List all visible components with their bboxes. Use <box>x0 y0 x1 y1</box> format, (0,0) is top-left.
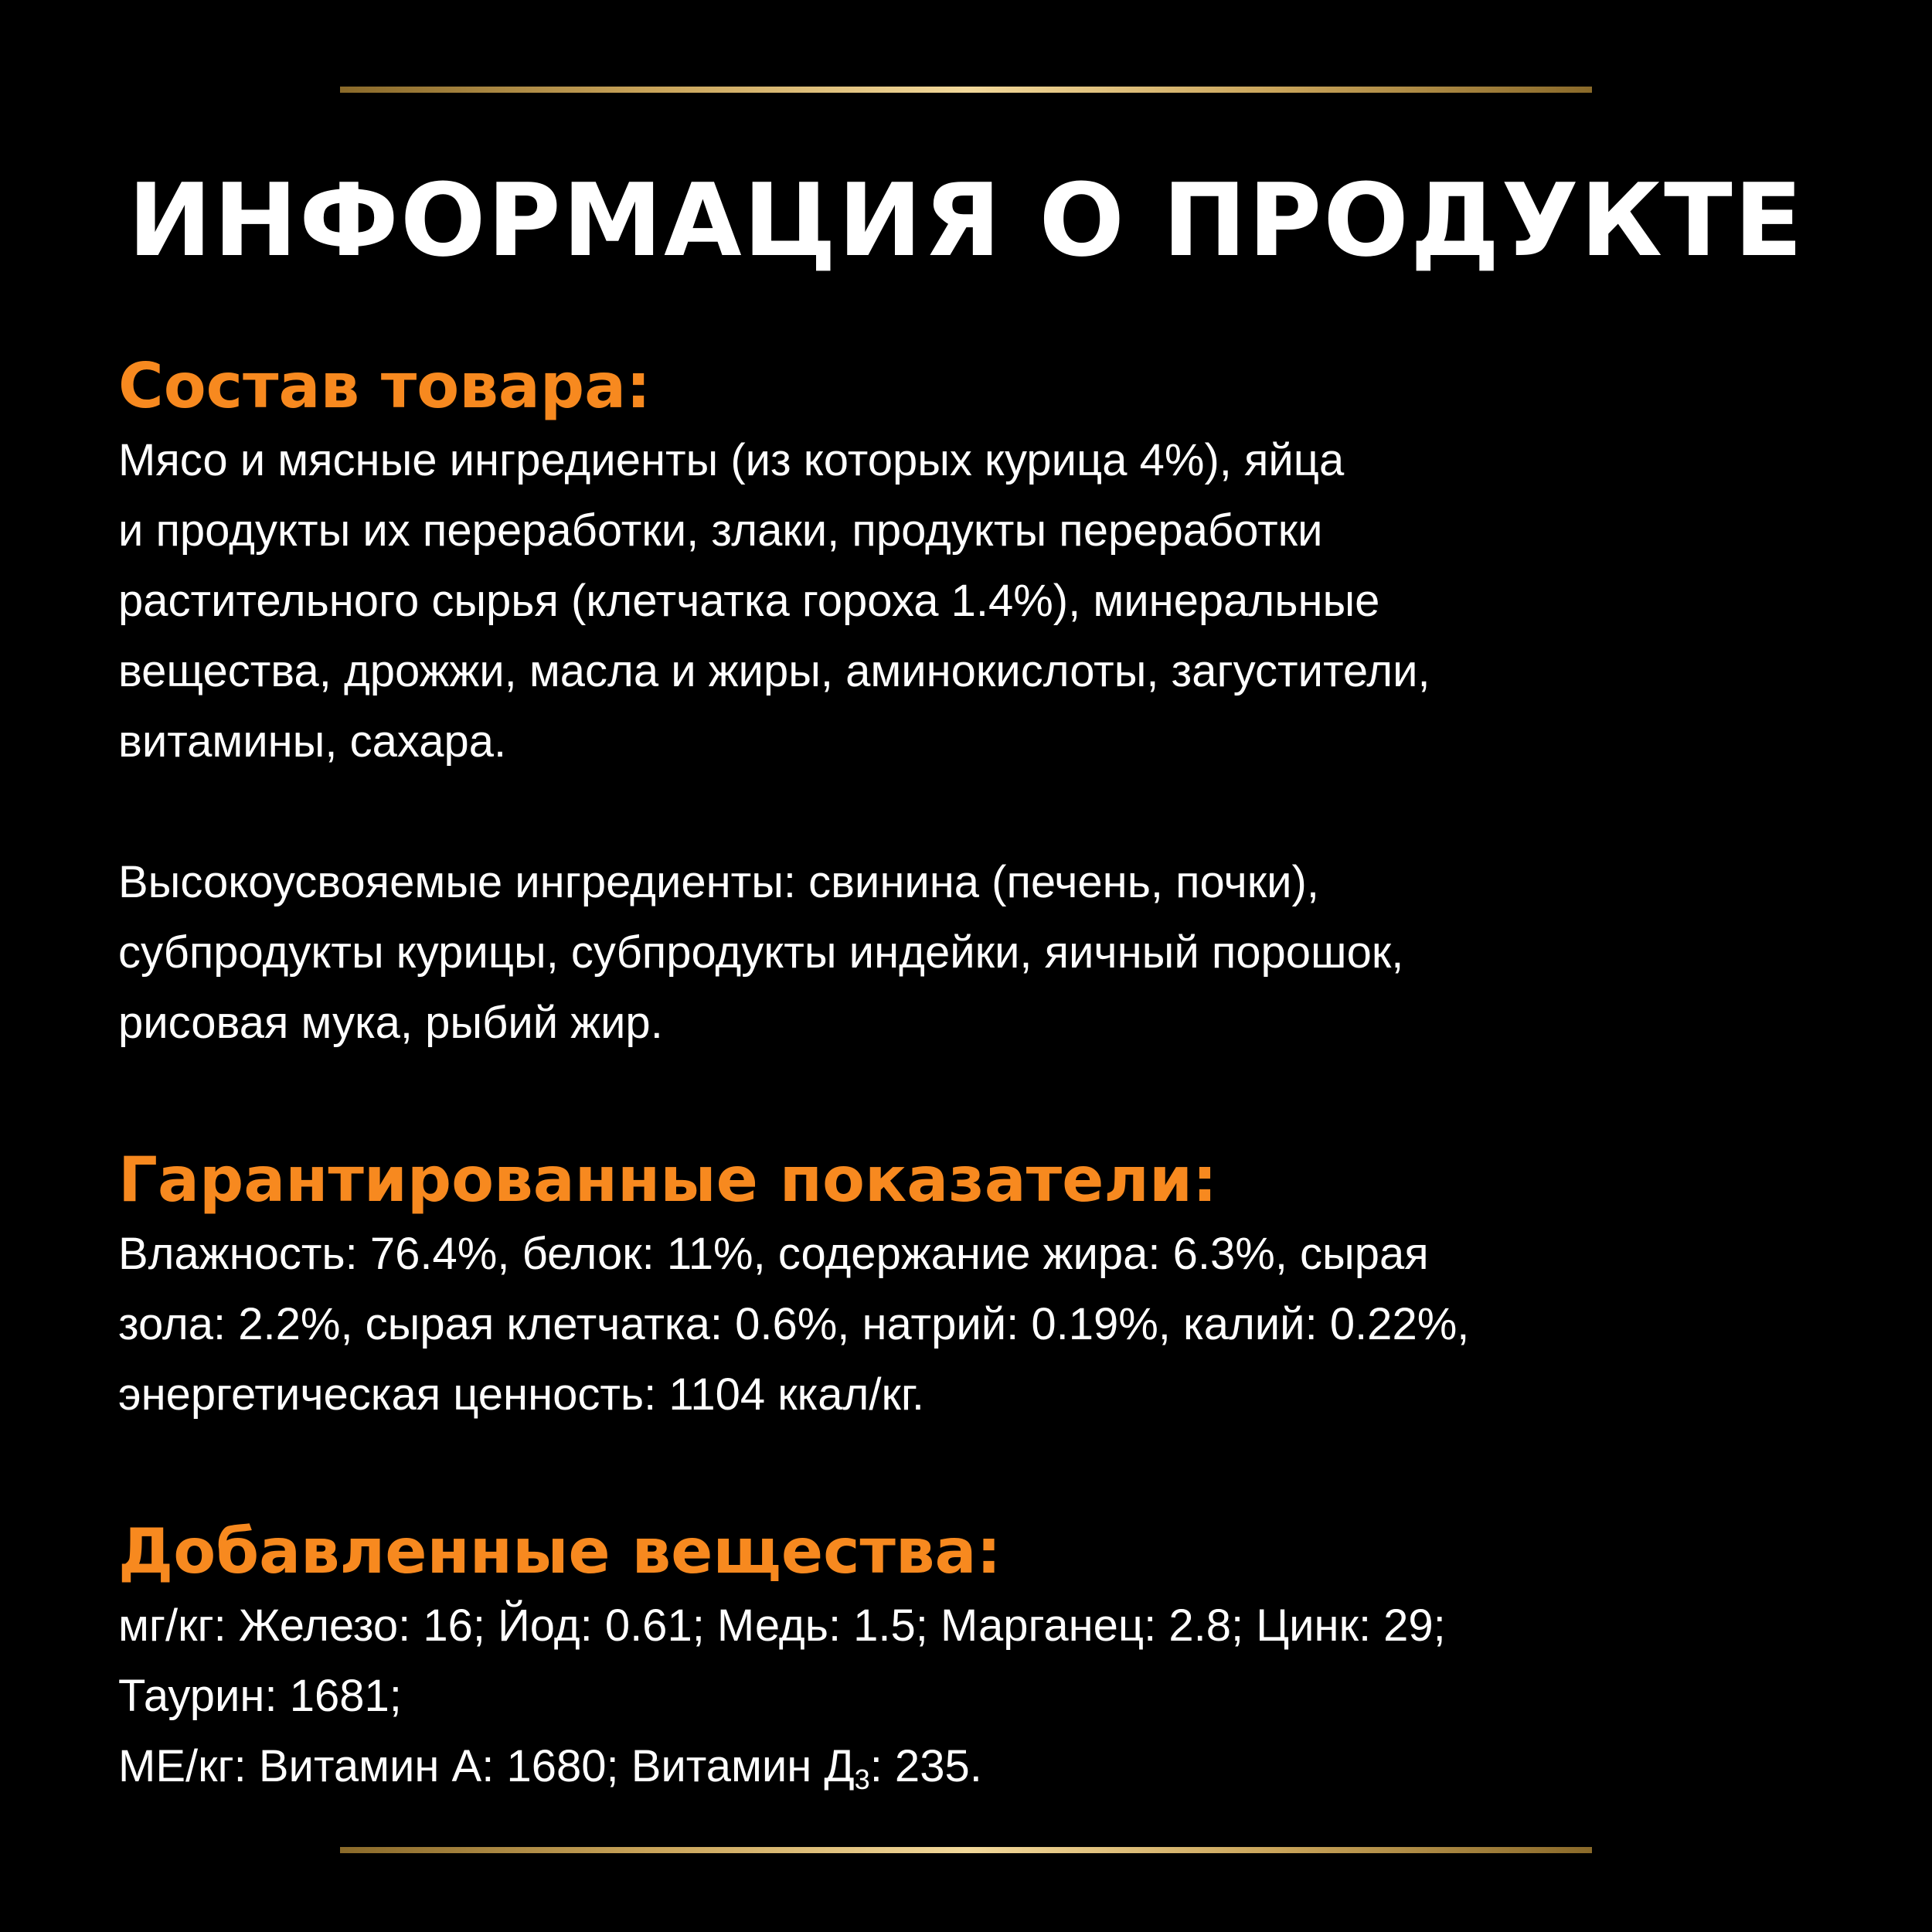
vitamins-line <box>118 1731 1857 1801</box>
product-info-content <box>118 348 1857 1801</box>
text-line: Высокоусвояемые ингредиенты: свинина (печень, почки), <box>118 857 1319 907</box>
top-gold-divider <box>340 87 1592 93</box>
text-line: и продукты их переработки, злаки, продукты переработки <box>118 505 1323 556</box>
text-line: мг/кг: Железо: 16; Йод: 0.61; Медь: 1.5; Марганец: 2.8; Цинк: 29; <box>118 1600 1446 1651</box>
guaranteed-heading: Гарантированные показатели: <box>118 1144 1217 1216</box>
text-line: субпродукты курицы, субпродукты индейки, яичный порошок, <box>118 927 1404 978</box>
text-line: Мясо и мясные ингредиенты (из которых курица 4%), яйца <box>118 435 1345 485</box>
composition-paragraph-1 <box>118 425 1857 777</box>
text-line: рисовая мука, рыбий жир. <box>118 998 663 1048</box>
vitamin-d-subscript: 3 <box>854 1764 870 1795</box>
text-line: растительного сырья (клетчатка гороха 1.4%), минеральные <box>118 576 1380 626</box>
text-line: Влажность: 76.4%, белок: 11%, содержание жира: 6.3%, сырая <box>118 1229 1429 1279</box>
composition-paragraph-2 <box>118 847 1857 1058</box>
vitamins-prefix: МЕ/кг: Витамин А: 1680; Витамин Д <box>118 1741 855 1791</box>
additives-heading: Добавленные вещества: <box>118 1515 1002 1587</box>
bottom-gold-divider <box>340 1847 1592 1853</box>
text-line: зола: 2.2%, сырая клетчатка: 0.6%, натрий: 0.19%, калий: 0.22%, <box>118 1299 1470 1349</box>
additives-paragraph <box>118 1590 1857 1801</box>
text-line: энергетическая ценность: 1104 ккал/кг. <box>118 1369 925 1420</box>
composition-heading: Состав товара: <box>118 350 651 422</box>
vitamins-suffix: : 235. <box>869 1741 982 1791</box>
text-line: витамины, сахара. <box>118 716 507 767</box>
text-line: вещества, дрожжи, масла и жиры, аминокислоты, загустители, <box>118 646 1430 696</box>
guaranteed-paragraph <box>118 1219 1857 1430</box>
text-line: Таурин: 1681; <box>118 1671 402 1721</box>
page-title: ИНФОРМАЦИЯ О ПРОДУКТЕ <box>128 162 1804 279</box>
